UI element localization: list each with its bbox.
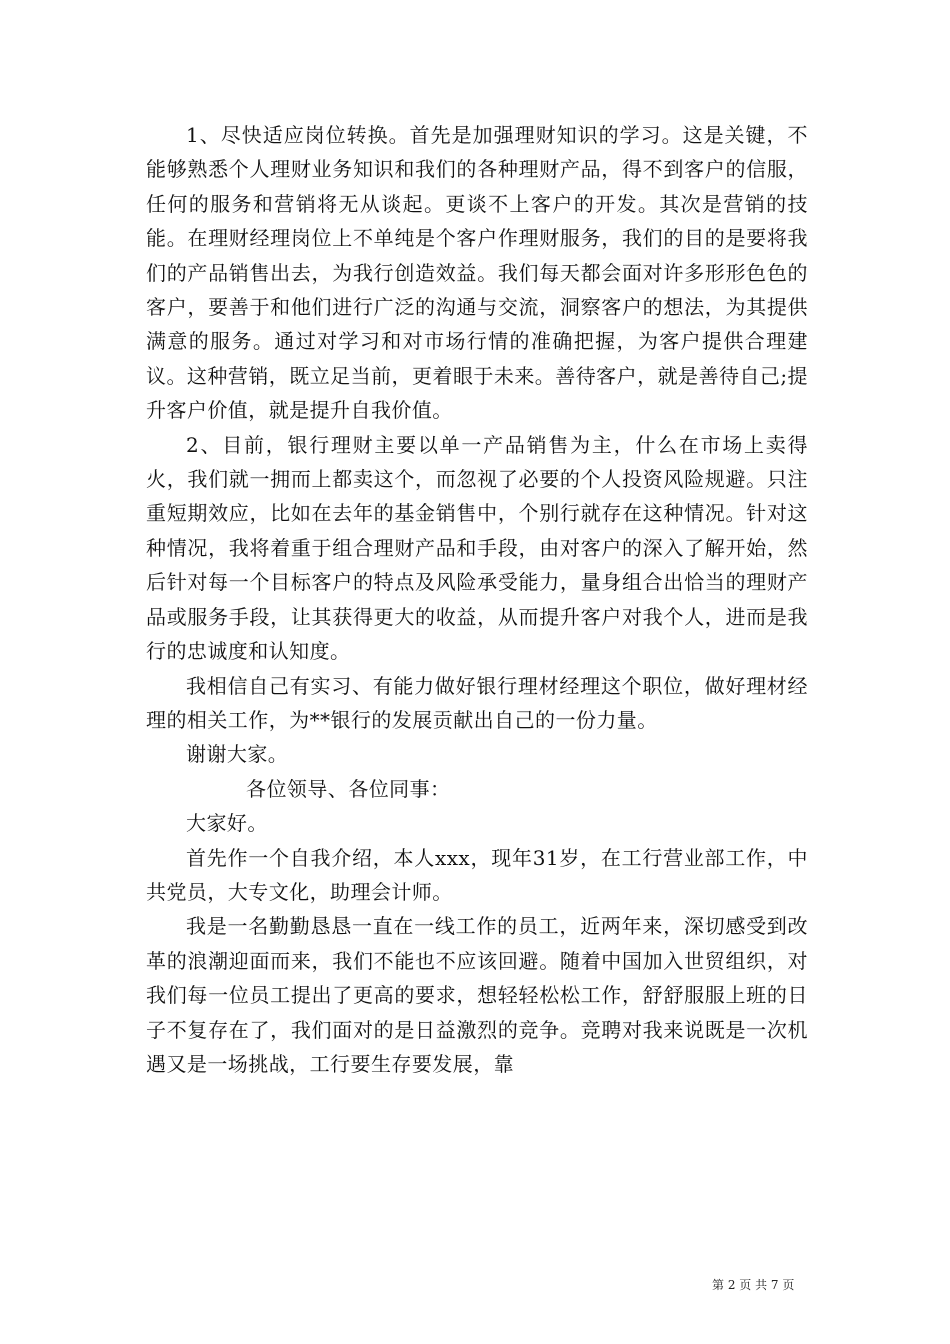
paragraph-reform: 我是一名勤勤恳恳一直在一线工作的员工，近两年来，深切感受到改革的浪潮迎面而来，我们不能也不应该回避。随着中国加入世贸组织，对我们每一位员工提出了更高的要求，想轻轻松松工作，舒舒服服上班的日子不复存在了，我们面对的是日益激烈的竞争。竞聘对我来说既是一次机遇又是一场挑战，工行要生存要发展，靠 [146, 914, 808, 1076]
paragraph-hello: 大家好。 [186, 811, 268, 836]
page-number-footer [712, 1277, 794, 1293]
paragraph-confidence: 我相信自己有实习、有能力做好银行理材经理这个职位，做好理材经理的相关工作，为**银行的发展贡献出自己的一份力量。 [146, 673, 808, 732]
paragraph-greeting: 各位领导、各位同事： [246, 776, 451, 801]
page-number-label: 第 2 页 共 7 页 [712, 1278, 795, 1292]
paragraph-job-transition: 1、尽快适应岗位转换。首先是加强理财知识的学习。这是关键，不能够熟悉个人理财业务知识和我们的各种理财产品，得不到客户的信服，任何的服务和营销将无从谈起。更谈不上客户的开发。其次是营销的技能。在理财经理岗位上不单纯是个客户作理财服务，我们的目的是要将我们的产品销售出去，为我行创造效益。我们每天都会面对许多形形色色的客户，要善于和他们进行广泛的沟通与交流，洞察客户的想法，为其提供满意的服务。通过对学习和对市场行情的准确把握，为客户提供合理建议。这种营销，既立足当前，更着眼于未来。善待客户，就是善待自己;提升客户价值，就是提升自我价值。 [146, 123, 808, 423]
paragraph-product-sales: 2、目前，银行理财主要以单一产品销售为主，什么在市场上卖得火，我们就一拥而上都卖这个，而忽视了必要的个人投资风险规避。只注重短期效应，比如在去年的基金销售中，个别行就存在这种情况。针对这种情况，我将着重于组合理财产品和手段，由对客户的深入了解开始，然后针对每一个目标客户的特点及风险承受能力，量身组合出恰当的理财产品或服务手段，让其获得更大的收益，从而提升客户对我个人，进而是我行的忠诚度和认知度。 [146, 432, 808, 664]
paragraph-introduction: 首先作一个自我介绍，本人xxx，现年31岁，在工行营业部工作，中共党员，大专文化，助理会计师。 [146, 845, 808, 904]
paragraph-thanks: 谢谢大家。 [186, 742, 289, 767]
document-body [146, 118, 808, 1081]
